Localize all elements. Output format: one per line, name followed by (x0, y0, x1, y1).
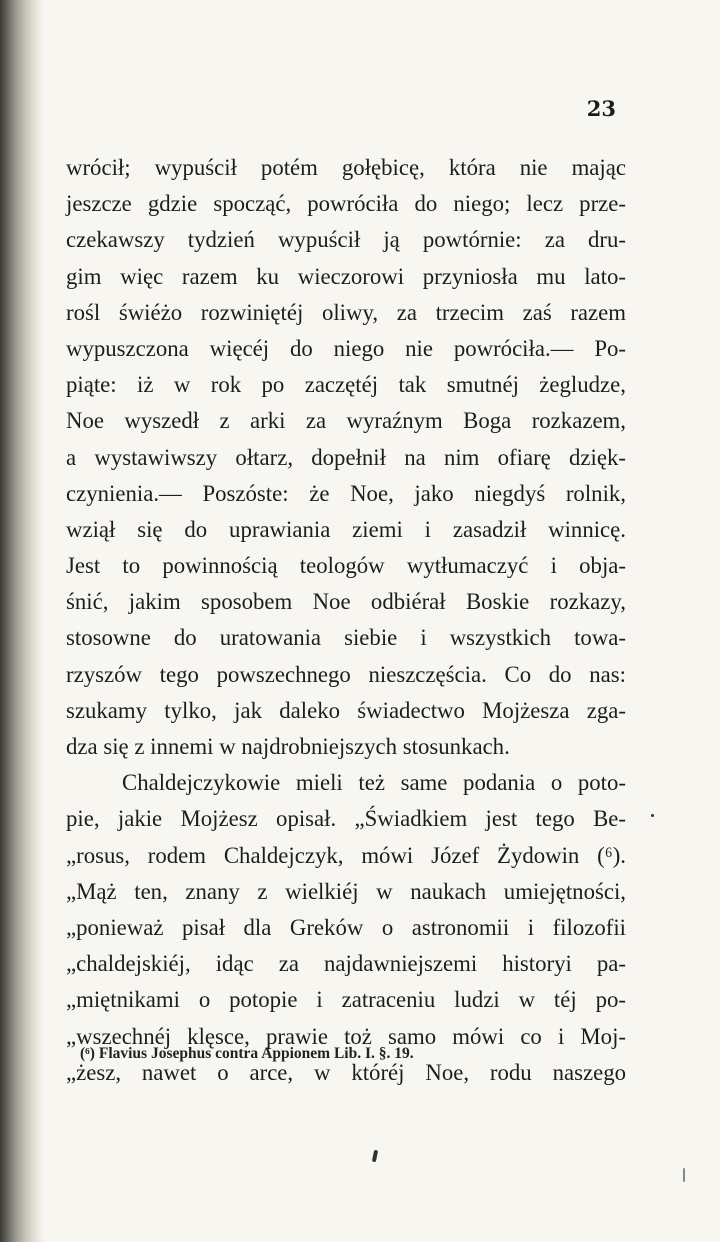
ink-speck (651, 814, 654, 817)
text-line: stosowne do uratowania siebie i wszystkich towa- (66, 625, 626, 651)
page-binding-shadow (0, 0, 44, 1242)
text-line: „rosus, rodem Chaldejczyk, mówi Józef Żydowin (⁶). (66, 842, 626, 868)
text-line: a wystawiwszy ołtarz, dopełnił na nim ofiarę dzięk- (66, 444, 626, 470)
main-text (66, 150, 626, 1091)
text-line: czynienia.— Poszóste: że Noe, jako niegdyś rolnik, (66, 480, 626, 506)
text-line: „chaldejskiéj, idąc za najdawniejszemi historyi pa- (66, 951, 626, 977)
text-line: śnić, jakim sposobem Noe odbiérał Boskie rozkazy, (66, 589, 626, 615)
text-line: wrócił; wypuścił potém gołębicę, która nie mając (66, 155, 626, 180)
footnote: (⁶) Flavius Josephus contra Appionem Lib. I. §. 19. (80, 1045, 414, 1062)
paragraph-start-line: Chaldejczykowie mieli też same podania o poto- (122, 770, 626, 796)
text-line: gim więc razem ku wieczorowi przyniosła mu lato- (66, 263, 626, 289)
text-line: pie, jakie Mojżesz opisał. „Świadkiem jest tego Be- (66, 806, 626, 832)
text-line: rośl świéżo rozwiniętéj oliwy, za trzecim zaś razem (66, 299, 626, 325)
text-line: „wszechnéj klęsce, prawie toż samo mówi co i Moj- (66, 1023, 626, 1049)
ink-speck (683, 1168, 685, 1182)
text-line: „Mąż ten, znany z wielkiéj w naukach umiejętności, (66, 878, 626, 904)
text-line: dza się z innemi w najdrobniejszych stosunkach. (66, 734, 510, 759)
text-line: „żesz, nawet o arce, w któréj Noe, rodu naszego (66, 1059, 626, 1085)
text-line: „ponieważ pisał dla Greków o astronomii i filozofii (66, 914, 626, 940)
text-line: wziął się do uprawiania ziemi i zasadził winnicę. (66, 516, 626, 542)
text-line: „miętnikami o potopie i zatraceniu ludzi w téj po- (66, 987, 626, 1013)
text-line: czekawszy tydzień wypuścił ją powtórnie: za dru- (66, 227, 626, 253)
text-line: szukamy tylko, jak daleko świadectwo Mojżesza zga- (66, 697, 626, 723)
text-line: wypuszczona więcéj do niego nie powróciła.— Po- (66, 335, 626, 361)
text-line: Jest to powinnością teologów wytłumaczyć i obja- (66, 553, 626, 579)
text-line: Noe wyszedł z arki za wyraźnym Boga rozkazem, (66, 408, 626, 434)
text-line: jeszcze gdzie spocząć, powróciła do niego; lecz prze- (66, 191, 626, 217)
text-line: rzyszów tego powszechnego nieszczęścia. Co do nas: (66, 661, 626, 687)
ink-speck (372, 1150, 378, 1163)
text-line: piąte: iż w rok po zaczętéj tak smutnéj żegludze, (66, 372, 626, 398)
page-number: 23 (586, 96, 616, 121)
